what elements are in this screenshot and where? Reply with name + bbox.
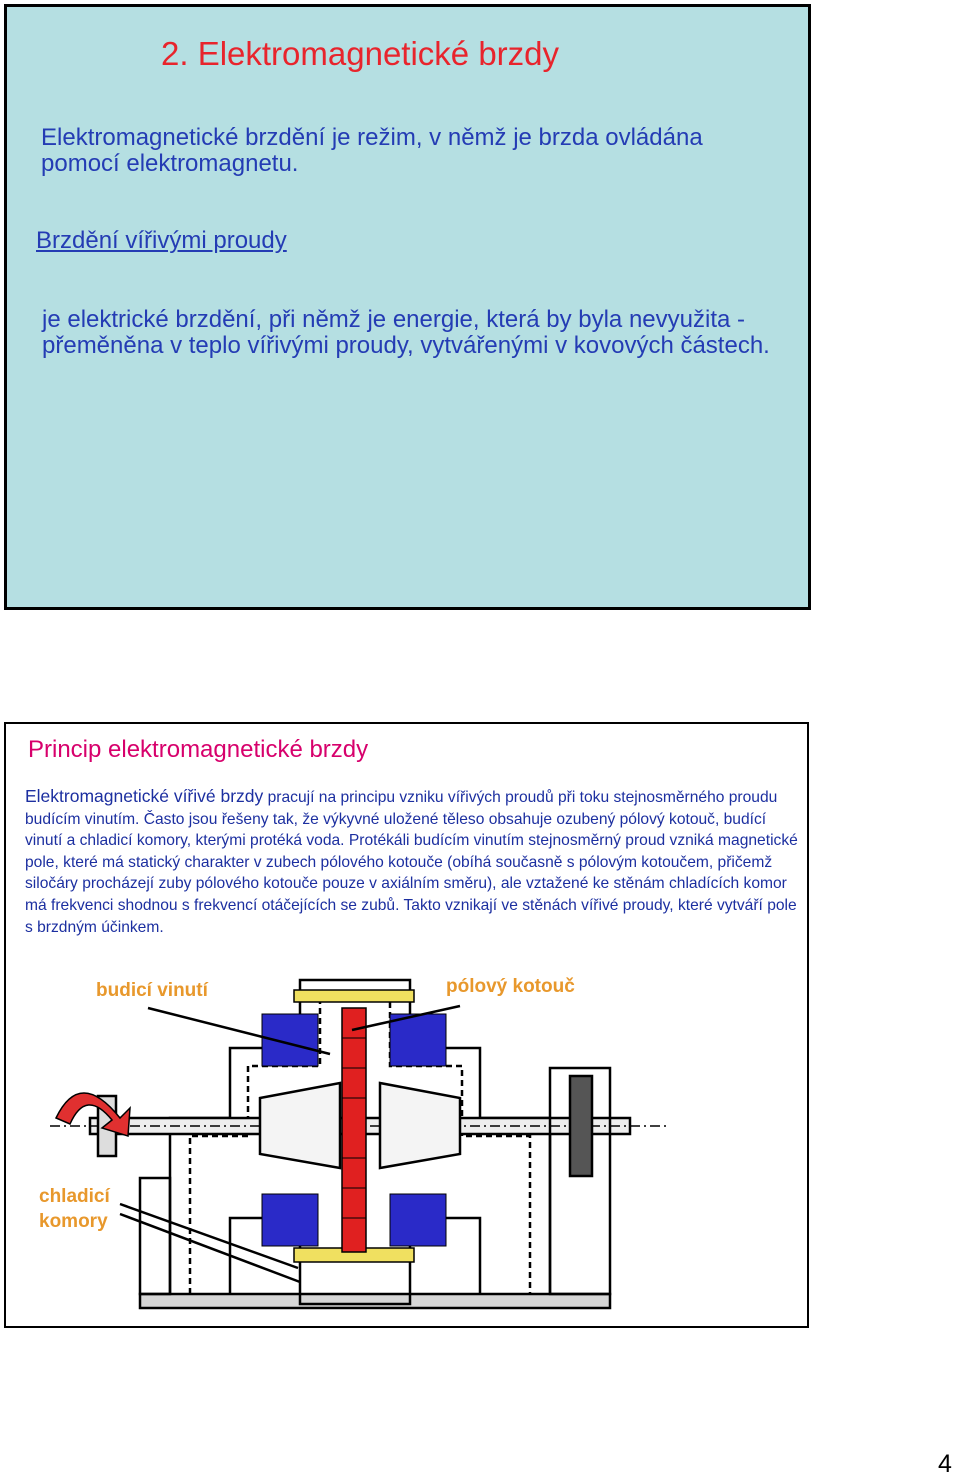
slide-brake-principle bbox=[4, 722, 809, 1328]
subtitle-eddy-current: Brzdění vířivými proudy bbox=[36, 227, 287, 254]
hub-left bbox=[260, 1083, 340, 1168]
label-cooling-chambers-2: komory bbox=[39, 1211, 108, 1232]
label-excitation-winding: budicí vinutí bbox=[96, 980, 208, 1001]
coil-bottom-left bbox=[262, 1194, 318, 1246]
bearing-discs bbox=[570, 1076, 592, 1176]
definition-paragraph bbox=[41, 125, 781, 177]
definition-text: je režim, v němž je brzda ovládána pomocí elektromagnetu. bbox=[41, 124, 703, 177]
label-pole-disc: pólový kotouč bbox=[446, 976, 575, 997]
coil-bottom-right bbox=[390, 1194, 446, 1246]
brake-cross-section-diagram bbox=[30, 968, 690, 1324]
pole-disc-rotor bbox=[342, 1008, 366, 1252]
coil-top-right bbox=[390, 1014, 446, 1066]
slide-eddy-current-brakes bbox=[4, 4, 811, 610]
base-plate bbox=[140, 1294, 610, 1308]
slide-title: Princip elektromagnetické brzdy bbox=[28, 736, 369, 763]
eddy-current-description: je elektrické brzdění, při němž je energie, která by byla nevyužita - přeměněna v teplo vířivými proudy, vytvářenými v kovových částech. bbox=[42, 306, 770, 359]
principle-paragraph bbox=[25, 786, 801, 938]
definition-term: Elektromagnetické brzdění bbox=[41, 124, 326, 151]
label-cooling-chambers-1: chladicí bbox=[39, 1186, 110, 1207]
principle-text: pracují na principu vzniku vířivých proudů při toku stejnosměrného proudu budícím vinutím. Často jsou řešeny tak, že výkyvné uložené těleso obsahuje ozubený pólový kotouč, budící vinutí a chladicí komory, kterými protéká voda. Protékáli budícím vinutím stejnosměrný proud vzniká magnetické pole, které má statický charakter v zubech pólového kotouče (obíhá současně s pólovým kotoučem, přičemž siločáry procházejí zuby pólového kotouče pouze v axiálním směru), ale vztažené ke stěnám chladících komor má frekvenci shodnou s frekvencí otáčejících se zubů. Takto vznikají ve stěnách vířivé proudy, které vytváří pole s brzdným účinkem. bbox=[25, 789, 798, 936]
principle-lead: Elektromagnetické vířivé brzdy bbox=[25, 786, 264, 806]
top-yellow-band bbox=[294, 990, 414, 1002]
page-number: 4 bbox=[938, 1450, 952, 1478]
slide-title: 2. Elektromagnetické brzdy bbox=[161, 35, 560, 72]
hub-right bbox=[380, 1083, 460, 1168]
